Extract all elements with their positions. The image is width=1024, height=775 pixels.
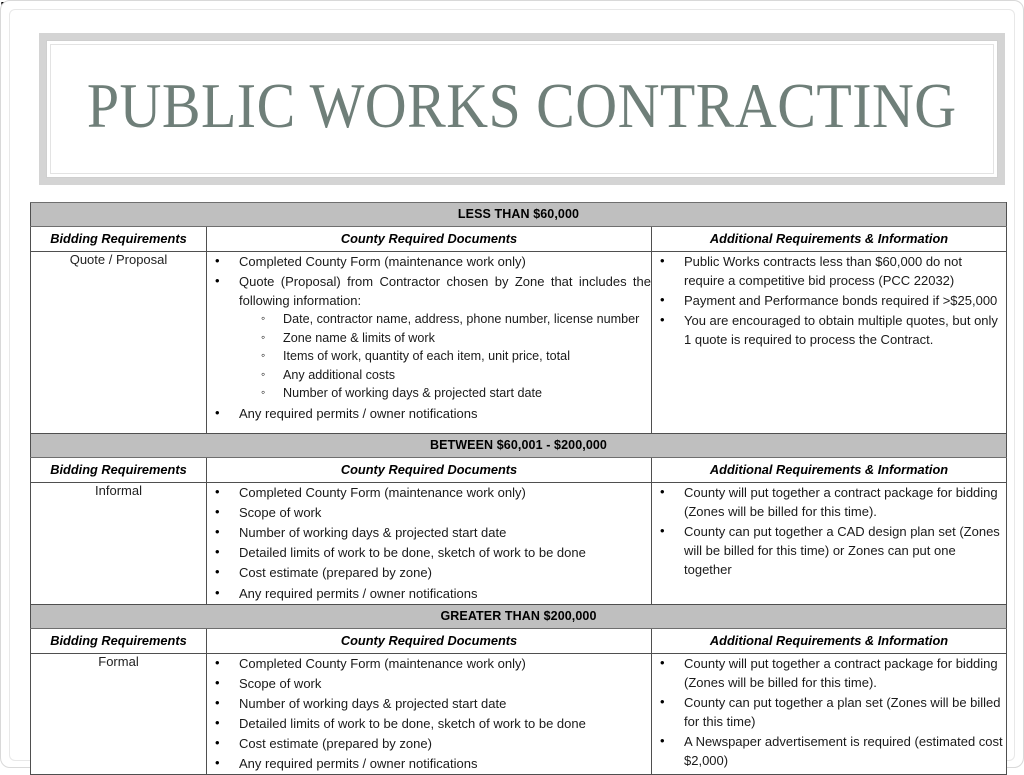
- bullet-text: A Newspaper advertisement is required (estimated cost $2,000): [684, 734, 1003, 769]
- sub-bullet-text: Items of work, quantity of each item, unit price, total: [283, 349, 570, 364]
- additional-requirements-cell: [652, 483, 1007, 605]
- column-header-row: [31, 628, 1007, 653]
- document-sub-bullet: [257, 384, 651, 403]
- column-header-additional: Additional Requirements & Information: [652, 628, 1007, 653]
- sub-bullet-text: Any additional costs: [283, 367, 396, 382]
- bullet-text: Any required permits / owner notifications: [239, 405, 478, 421]
- bullet-text: Scope of work: [239, 505, 322, 521]
- bullet-text: Completed County Form (maintenance work only): [239, 655, 526, 671]
- section-band-row: [31, 203, 1007, 227]
- table-row: [31, 483, 1007, 605]
- additional-bullet: [652, 291, 1006, 310]
- bidding-requirement-value: Formal: [31, 653, 207, 775]
- document-bullet: [207, 272, 651, 403]
- document-bullet: [207, 404, 651, 423]
- additional-bullet: [652, 522, 1006, 579]
- document-bullet: [207, 584, 651, 603]
- table-row: [31, 653, 1007, 775]
- county-required-documents-cell: [207, 252, 652, 434]
- bullet-text: Number of working days & projected start date: [239, 695, 507, 711]
- document-bullet: [207, 694, 651, 713]
- county-required-documents-cell: [207, 653, 652, 775]
- bullet-text: Completed County Form (maintenance work only): [239, 485, 526, 500]
- bullet-text: Detailed limits of work to be done, sketch of work to be done: [239, 545, 586, 561]
- column-header-row: [31, 458, 1007, 483]
- bullet-text: Cost estimate (prepared by zone): [239, 736, 432, 752]
- column-header-bidding: Bidding Requirements: [31, 628, 207, 653]
- sub-bullet-text: Zone name & limits of work: [283, 330, 435, 345]
- section-band-row: [31, 604, 1007, 628]
- section-band-label: BETWEEN $60,001 - $200,000: [31, 434, 1007, 458]
- additional-requirements-cell: [652, 653, 1007, 775]
- section-band-row: [31, 434, 1007, 458]
- document-bullet: [207, 252, 651, 271]
- bullet-text: Scope of work: [239, 675, 322, 691]
- column-header-bidding: Bidding Requirements: [31, 458, 207, 483]
- bullet-text: You are encouraged to obtain multiple quotes, but only 1 quote is required to process the Contract.: [684, 313, 998, 348]
- additional-bullet: [652, 252, 1006, 290]
- document-bullet: [207, 503, 651, 522]
- title-inner-frame: [50, 44, 994, 174]
- county-required-documents-cell: [207, 483, 652, 605]
- bullet-text: Any required permits / owner notifications: [239, 756, 478, 772]
- document-sub-bullet: [257, 310, 651, 329]
- document-sub-bullet: [257, 366, 651, 385]
- document-bullet: [207, 754, 651, 773]
- column-header-row: [31, 227, 1007, 252]
- document-bullet: [207, 523, 651, 542]
- bullet-text: County will put together a contract package for bidding (Zones will be billed for this time).: [684, 655, 998, 690]
- bullet-text: Public Works contracts less than $60,000 do not require a competitive bid process (PCC 22032): [684, 254, 962, 289]
- page-title: PUBLIC WORKS CONTRACTING: [87, 70, 957, 141]
- additional-bullet: [652, 693, 1006, 731]
- column-header-additional: Additional Requirements & Information: [652, 458, 1007, 483]
- section-band-label: LESS THAN $60,000: [31, 203, 1007, 227]
- section-band-label: GREATER THAN $200,000: [31, 604, 1007, 628]
- document-sub-bullet: [257, 329, 651, 348]
- document-bullet: [207, 674, 651, 693]
- bullet-text: Completed County Form (maintenance work only): [239, 254, 526, 269]
- bidding-requirement-value: Quote / Proposal: [31, 252, 207, 434]
- bullet-text: Any required permits / owner notifications: [239, 585, 478, 601]
- requirements-table-container: [30, 202, 1006, 772]
- document-bullet: [207, 654, 651, 673]
- bullet-text: Quote (Proposal) from Contractor chosen by Zone that includes the following information:: [239, 274, 651, 309]
- bidding-requirement-value: Informal: [31, 483, 207, 605]
- additional-bullet: [652, 311, 1006, 349]
- title-placeholder: [46, 40, 998, 178]
- document-bullet: [207, 543, 651, 562]
- document-bullet: [207, 483, 651, 502]
- bullet-text: County can put together a CAD design plan set (Zones will be billed for this time) or Zones can put one together: [684, 524, 1000, 578]
- bullet-text: County can put together a plan set (Zones will be billed for this time): [684, 694, 1001, 729]
- column-header-documents: County Required Documents: [207, 458, 652, 483]
- additional-bullet: [652, 483, 1006, 521]
- bullet-text: County will put together a contract package for bidding (Zones will be billed for this time).: [684, 485, 998, 520]
- document-bullet: [207, 563, 651, 582]
- document-bullet: [207, 734, 651, 753]
- sub-bullet-text: Number of working days & projected start date: [283, 386, 542, 401]
- document-sub-bullet: [257, 347, 651, 366]
- bullet-text: Number of working days & projected start date: [239, 525, 507, 541]
- document-bullet: [207, 714, 651, 733]
- requirements-table: [30, 202, 1007, 775]
- column-header-documents: County Required Documents: [207, 628, 652, 653]
- column-header-documents: County Required Documents: [207, 227, 652, 252]
- additional-requirements-cell: [652, 252, 1007, 434]
- column-header-additional: Additional Requirements & Information: [652, 227, 1007, 252]
- slide-inner-frame: [9, 9, 1015, 772]
- additional-bullet: [652, 732, 1006, 770]
- column-header-bidding: Bidding Requirements: [31, 227, 207, 252]
- additional-bullet: [652, 654, 1006, 692]
- bullet-text: Cost estimate (prepared by zone): [239, 565, 432, 581]
- sub-bullet-text: Date, contractor name, address, phone number, license number: [283, 312, 640, 327]
- table-row: [31, 252, 1007, 434]
- bullet-text: Payment and Performance bonds required if >$25,000: [684, 293, 998, 309]
- bullet-text: Detailed limits of work to be done, sketch of work to be done: [239, 715, 586, 731]
